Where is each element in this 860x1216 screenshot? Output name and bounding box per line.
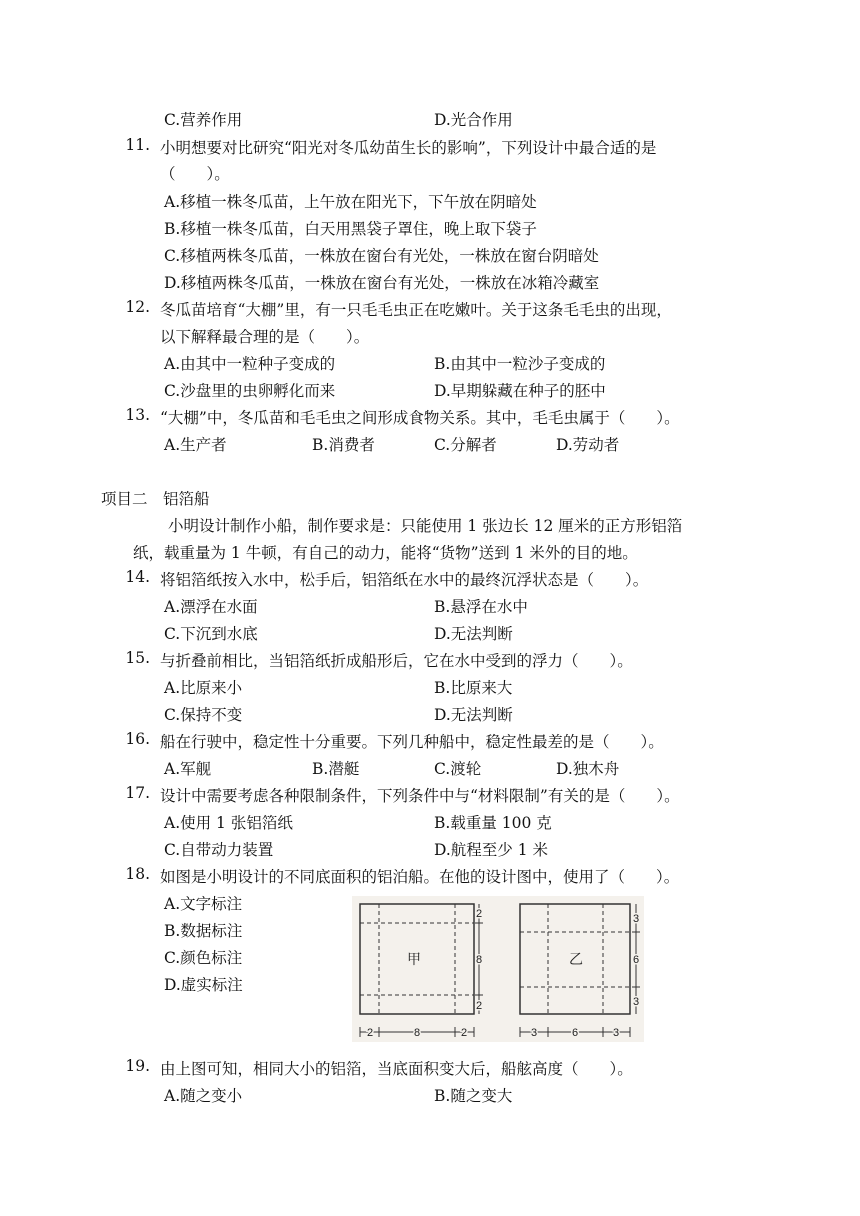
dimension-label: 8	[475, 954, 483, 966]
dimension-label: 6	[632, 954, 640, 966]
q16-option-a: A.军舰	[164, 760, 212, 778]
dimension-label: 2	[366, 1027, 374, 1039]
q16-option-c: C.渡轮	[434, 760, 482, 778]
figure-background	[352, 896, 644, 1042]
question-number: 19.	[125, 1057, 150, 1075]
q10-option-c: C.营养作用	[164, 111, 243, 129]
dimension-label: 6	[571, 1027, 579, 1039]
question-number: 15.	[125, 649, 150, 667]
q17-option-a: A.使用 1 张铝箔纸	[164, 814, 293, 832]
dimension-label: 3	[632, 996, 640, 1008]
q16-option-d: D.独木舟	[556, 760, 620, 778]
q13-option-d: D.劳动者	[556, 436, 620, 454]
question-number: 13.	[125, 406, 150, 424]
q15-option-b: B.比原来大	[434, 679, 513, 697]
q14-option-c: C.下沉到水底	[164, 625, 258, 643]
question-number: 18.	[125, 865, 150, 883]
dimension-label: 2	[475, 908, 483, 920]
q11-option-a: A.移植一株冬瓜苗，上午放在阳光下，下午放在阴暗处	[164, 193, 537, 211]
pattern-jia-label: 甲	[407, 951, 421, 967]
q18-option-d: D.虚实标注	[164, 976, 243, 994]
q19-option-a: A.随之变小	[164, 1087, 243, 1105]
q13-option-b: B.消费者	[312, 436, 375, 454]
question-stem: “大棚”中，冬瓜苗和毛毛虫之间形成食物关系。其中，毛毛虫属于（ ）。	[160, 409, 680, 427]
q15-option-d: D.无法判断	[434, 706, 513, 724]
question-stem: （ ）。	[160, 165, 230, 183]
q18-option-c: C.颜色标注	[164, 949, 243, 967]
section-title: 项目二 铝箔船	[101, 490, 210, 508]
dimension-label: 2	[475, 1000, 483, 1012]
q12-option-c: C.沙盘里的虫卵孵化而来	[164, 382, 336, 400]
q17-option-b: B.载重量 100 克	[434, 814, 552, 832]
q10-option-d: D.光合作用	[434, 111, 513, 129]
q13-option-c: C.分解者	[434, 436, 497, 454]
q19-option-b: B.随之变大	[434, 1087, 513, 1105]
dimension-label: 3	[530, 1027, 538, 1039]
question-stem: 如图是小明设计的不同底面积的铝泊船。在他的设计图中，使用了（ ）。	[160, 868, 680, 886]
boat-design-figure	[352, 896, 644, 1042]
q13-option-a: A.生产者	[164, 436, 227, 454]
q14-option-b: B.悬浮在水中	[434, 598, 528, 616]
question-stem: 小明想要对比研究“阳光对冬瓜幼苗生长的影响”，下列设计中最合适的是	[160, 139, 657, 157]
question-stem: 与折叠前相比，当铝箔纸折成船形后，它在水中受到的浮力（ ）。	[160, 652, 633, 670]
section-intro: 小明设计制作小船，制作要求是：只能使用 1 张边长 12 厘米的正方形铝箔	[168, 517, 683, 535]
q16-option-b: B.潜艇	[312, 760, 360, 778]
question-number: 16.	[125, 730, 150, 748]
question-stem: 将铝箔纸按入水中，松手后，铝箔纸在水中的最终沉浮状态是（ ）。	[160, 571, 649, 589]
question-number: 17.	[125, 784, 150, 802]
question-stem: 由上图可知，相同大小的铝箔，当底面积变大后，船舷高度（ ）。	[160, 1060, 633, 1078]
q12-option-b: B.由其中一粒沙子变成的	[434, 355, 606, 373]
question-number: 11.	[125, 136, 150, 154]
q14-option-d: D.无法判断	[434, 625, 513, 643]
q17-option-d: D.航程至少 1 米	[434, 841, 549, 859]
section-intro: 纸，载重量为 1 牛顿，有自己的动力，能将“货物”送到 1 米外的目的地。	[133, 544, 638, 562]
q15-option-c: C.保持不变	[164, 706, 243, 724]
dimension-label: 3	[632, 913, 640, 925]
dimension-label: 8	[413, 1027, 421, 1039]
question-number: 14.	[125, 568, 150, 586]
q14-option-a: A.漂浮在水面	[164, 598, 258, 616]
q11-option-d: D.移植两株冬瓜苗，一株放在窗台有光处，一株放在冰箱冷藏室	[164, 274, 600, 292]
dimension-label: 2	[460, 1027, 468, 1039]
q11-option-c: C.移植两株冬瓜苗，一株放在窗台有光处，一株放在窗台阴暗处	[164, 247, 599, 265]
q18-option-b: B.数据标注	[164, 922, 243, 940]
q18-option-a: A.文字标注	[164, 895, 243, 913]
question-stem: 船在行驶中，稳定性十分重要。下列几种船中，稳定性最差的是（ ）。	[160, 733, 664, 751]
question-stem: 以下解释最合理的是（ ）。	[160, 328, 370, 346]
question-number: 12.	[125, 298, 150, 316]
q12-option-d: D.早期躲藏在种子的胚中	[434, 382, 606, 400]
question-stem: 设计中需要考虑各种限制条件，下列条件中与“材料限制”有关的是（ ）。	[160, 787, 680, 805]
pattern-yi-label: 乙	[569, 951, 583, 967]
question-stem: 冬瓜苗培育“大棚”里，有一只毛毛虫正在吃嫩叶。关于这条毛毛虫的出现，	[160, 301, 672, 319]
q11-option-b: B.移植一株冬瓜苗，白天用黑袋子罩住，晚上取下袋子	[164, 220, 537, 238]
dimension-label: 3	[612, 1027, 620, 1039]
q15-option-a: A.比原来小	[164, 679, 243, 697]
q12-option-a: A.由其中一粒种子变成的	[164, 355, 336, 373]
q17-option-c: C.自带动力装置	[164, 841, 274, 859]
